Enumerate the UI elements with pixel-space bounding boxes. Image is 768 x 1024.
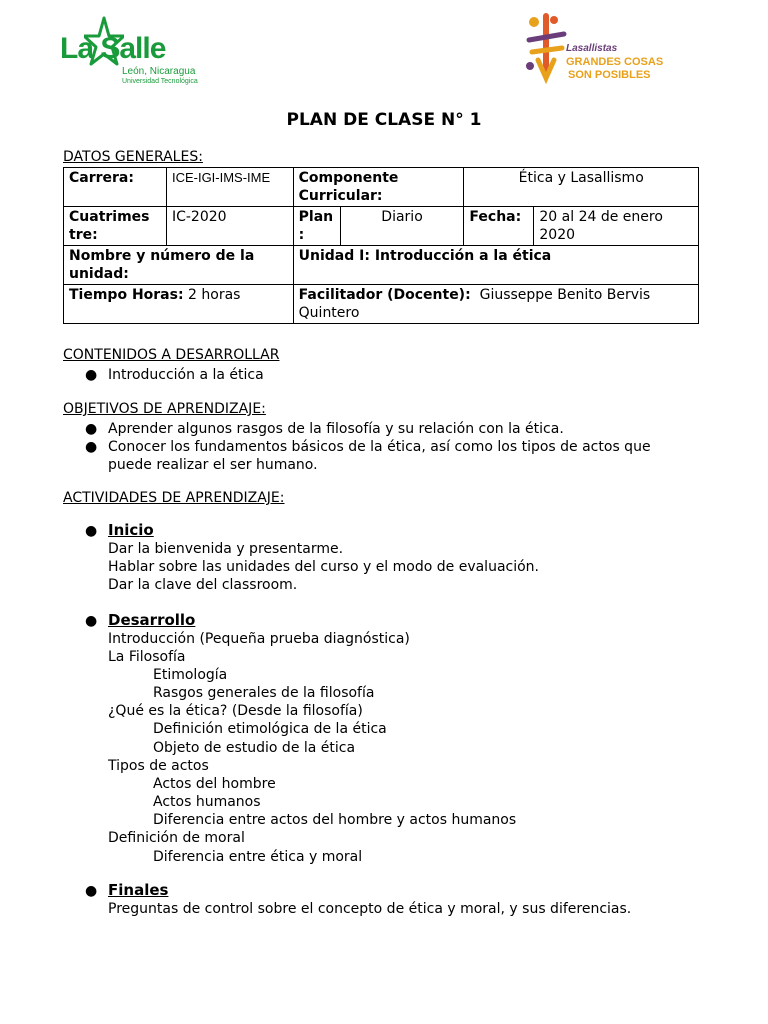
componente-label: Componente Curricular: <box>293 168 464 207</box>
table-row <box>64 285 699 324</box>
list-item: La Filosofía <box>108 649 186 665</box>
facilitador-label: Facilitador (Docente): <box>298 287 471 303</box>
list-item: Diferencia entre actos del hombre y actos humanos <box>153 812 517 828</box>
finales-title: Finales <box>108 881 169 899</box>
tiempo-label: Tiempo Horas: <box>69 287 184 303</box>
bullet-icon: ● <box>85 883 98 899</box>
page-title: PLAN DE CLASE N° 1 <box>286 110 482 130</box>
list-item: Definición etimológica de la ética <box>153 721 387 737</box>
table-row <box>64 207 699 246</box>
slogan-line-1: GRANDES COSAS <box>566 56 664 68</box>
list-item: Introducción a la ética <box>108 367 264 383</box>
list-item: Actos del hombre <box>153 776 276 792</box>
list-item: Etimología <box>153 667 228 683</box>
lasallistas-text: Lasallistas <box>566 43 618 54</box>
list-item: Definición de moral <box>108 830 245 846</box>
list-item: Tipos de actos <box>108 758 209 774</box>
carrera-value: ICE-IGI-IMS-IME <box>166 168 293 207</box>
bullet-icon: ● <box>85 523 98 539</box>
lasalle-wordmark: La Salle <box>60 32 166 65</box>
datos-generales-heading: DATOS GENERALES: <box>63 149 203 165</box>
list-item: Conocer los fundamentos básicos de la ética, así como los tipos de actos que <box>108 439 651 455</box>
cuatrimestre-value: IC-2020 <box>166 207 293 246</box>
table-row <box>64 168 699 207</box>
lasallistas-logo <box>524 12 684 84</box>
lasalle-university: Universidad Tecnológica <box>122 78 198 85</box>
facilitador-cell: Facilitador (Docente): Giusseppe Benito Bervis Quintero <box>293 285 698 324</box>
contenidos-heading: CONTENIDOS A DESARROLLAR <box>63 347 280 363</box>
carrera-label: Carrera: <box>64 168 167 207</box>
objetivos-heading: OBJETIVOS DE APRENDIZAJE: <box>63 401 266 417</box>
general-data-table <box>63 167 699 324</box>
bullet-icon: ● <box>85 613 98 629</box>
list-item: Diferencia entre ética y moral <box>153 849 363 865</box>
unidad-label: Nombre y número de la unidad: <box>64 246 294 285</box>
bullet-icon: ● <box>85 439 98 455</box>
list-item: Aprender algunos rasgos de la filosofía y su relación con la ética. <box>108 421 564 437</box>
tiempo-cell <box>64 285 294 324</box>
facilitador-value: Giusseppe Benito Bervis <box>479 287 651 303</box>
actividades-heading: ACTIVIDADES DE APRENDIZAJE: <box>63 490 285 506</box>
tiempo-value: 2 horas <box>188 287 241 303</box>
table-row <box>64 246 699 285</box>
list-item: Hablar sobre las unidades del curso y el modo de evaluación. <box>108 559 539 575</box>
bullet-icon: ● <box>85 367 98 383</box>
list-item: Objeto de estudio de la ética <box>153 740 356 756</box>
list-item: Dar la bienvenida y presentarme. <box>108 541 344 557</box>
bullet-icon: ● <box>85 421 98 437</box>
cuatrimestre-label: Cuatrimes tre: <box>64 207 167 246</box>
list-item: Rasgos generales de la filosofía <box>153 685 375 701</box>
list-item-continuation: puede realizar el ser humano. <box>108 457 318 473</box>
list-item: Introducción (Pequeña prueba diagnóstica) <box>108 631 410 647</box>
plan-value: Diario <box>340 207 464 246</box>
list-item: ¿Qué es la ética? (Desde la filosofía) <box>108 703 363 719</box>
list-item: Dar la clave del classroom. <box>108 577 298 593</box>
fecha-label: Fecha: <box>464 207 534 246</box>
inicio-title: Inicio <box>108 521 154 539</box>
list-item: Preguntas de control sobre el concepto de ética y moral, y sus diferencias. <box>108 901 632 917</box>
componente-value: Ética y Lasallismo <box>464 168 699 207</box>
fecha-value: 20 al 24 de enero 2020 <box>534 207 699 246</box>
lasalle-logo <box>60 14 210 84</box>
plan-label: Plan : <box>293 207 340 246</box>
unidad-value: Unidad I: Introducción a la ética <box>293 246 698 285</box>
lasalle-location: León, Nicaragua <box>122 66 196 77</box>
people-figure-icon <box>524 12 569 84</box>
slogan-line-2: SON POSIBLES <box>568 69 651 81</box>
list-item: Actos humanos <box>153 794 261 810</box>
desarrollo-title: Desarrollo <box>108 611 196 629</box>
